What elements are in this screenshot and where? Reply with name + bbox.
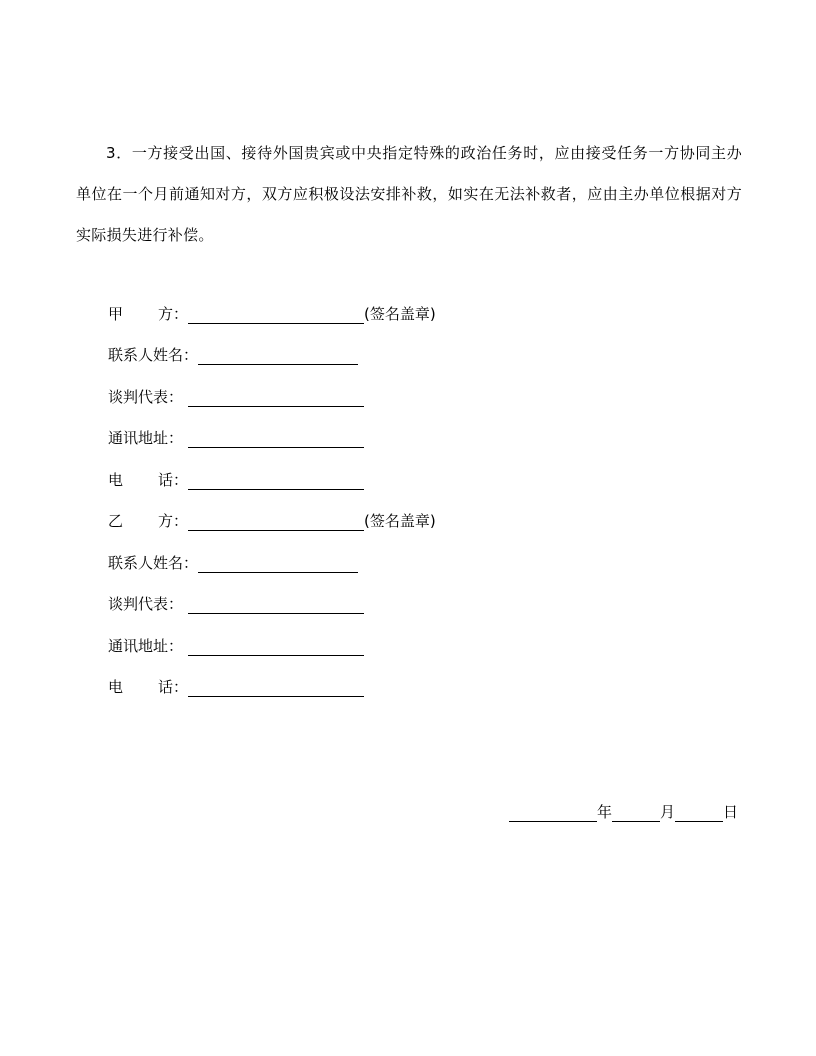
party-a-address-field: [108, 426, 364, 448]
party-a-address-line[interactable]: [188, 429, 364, 448]
year-line[interactable]: [509, 803, 597, 822]
party-a-phone-label: [108, 469, 188, 490]
party-b-phone-field: [108, 675, 364, 697]
party-b-address-label: 通讯地址：: [108, 637, 184, 655]
party-a-address-label: 通讯地址：: [108, 429, 184, 447]
party-b-rep-field: [108, 592, 364, 614]
party-a-field: [108, 302, 436, 324]
party-a-contact-line[interactable]: [198, 346, 358, 365]
party-a-label-suffix: 方：: [157, 305, 188, 323]
party-a-contact-field: [108, 343, 358, 365]
party-b-phone-label-suffix: 话：: [157, 678, 188, 696]
month-label: 月: [660, 803, 676, 821]
party-b-contact-line[interactable]: [198, 554, 358, 573]
party-b-seal-note: (签名盖章): [364, 512, 436, 530]
party-a-seal-note: (签名盖章): [364, 305, 436, 323]
party-b-line[interactable]: [188, 512, 364, 531]
party-a-phone-label-char: 电: [108, 471, 124, 489]
date-field: [509, 800, 738, 822]
party-b-phone-line[interactable]: [188, 678, 364, 697]
party-b-phone-label: [108, 676, 188, 697]
party-a-phone-line[interactable]: [188, 471, 364, 490]
party-b-field: [108, 509, 436, 531]
party-a-phone-field: [108, 468, 364, 490]
day-line[interactable]: [675, 803, 723, 822]
party-b-phone-label-char: 电: [108, 678, 124, 696]
month-line[interactable]: [612, 803, 660, 822]
party-b-label-char: 乙: [108, 512, 124, 530]
party-a-rep-label: 谈判代表：: [108, 388, 184, 406]
party-b-rep-label: 谈判代表：: [108, 595, 184, 613]
party-b-address-field: [108, 634, 364, 656]
party-a-phone-label-suffix: 话：: [157, 471, 188, 489]
party-a-rep-line[interactable]: [188, 388, 364, 407]
party-b-contact-label: 联系人姓名：: [108, 554, 199, 572]
party-b-address-line[interactable]: [188, 637, 364, 656]
year-label: 年: [597, 803, 613, 821]
day-label: 日: [723, 803, 739, 821]
party-a-line[interactable]: [188, 305, 364, 324]
party-b-contact-field: [108, 551, 358, 573]
party-b-label-suffix: 方：: [157, 512, 188, 530]
party-a-label: [108, 303, 188, 324]
party-a-rep-field: [108, 385, 364, 407]
clause-paragraph: 3．一方接受出国、接待外国贵宾或中央指定特殊的政治任务时，应由接受任务一方协同主办单位在一个月前通知对方，双方应积极设法安排补救，如实在无法补救者，应由主办单位根据对方实际损失进行补偿。: [76, 144, 742, 244]
party-b-label: [108, 510, 188, 531]
party-a-label-char: 甲: [108, 305, 124, 323]
party-a-contact-label: 联系人姓名：: [108, 346, 199, 364]
party-b-rep-line[interactable]: [188, 595, 364, 614]
